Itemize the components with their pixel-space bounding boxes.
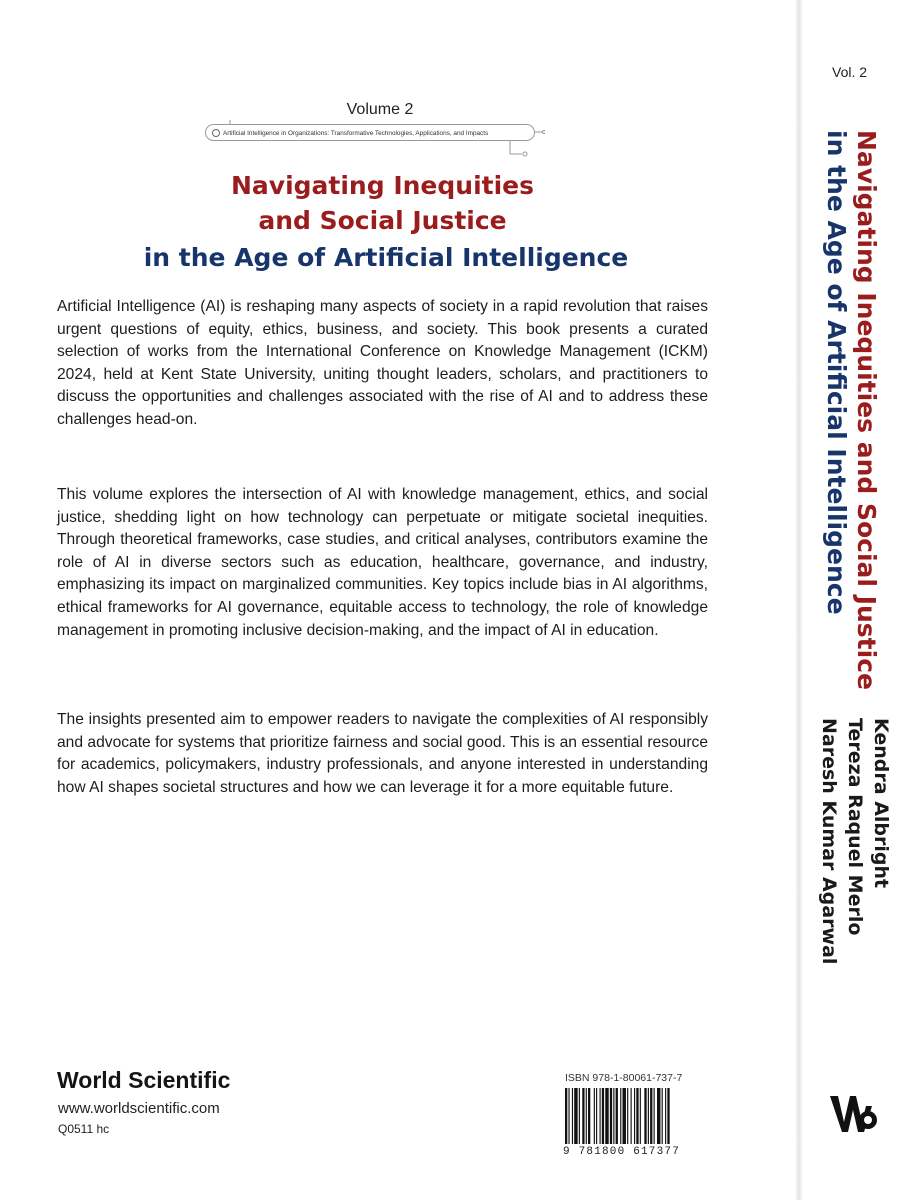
barcode-bar <box>631 1088 632 1144</box>
publisher-name: World Scientific <box>57 1067 231 1093</box>
spine-author-3: Naresh Kumar Agarwal <box>818 718 840 965</box>
spine-author-2: Tereza Raquel Merlo <box>844 718 866 936</box>
title-line-3: in the Age of Artificial Intelligence <box>143 243 629 272</box>
barcode-bar <box>613 1088 614 1144</box>
barcode-bar <box>586 1088 587 1144</box>
series-pill <box>205 124 535 141</box>
blurb-paragraph-1: Artificial Intelligence (AI) is reshaping many aspects of society in a rapid revolution that raises urgent questions of equity, ethics, business, and society. This book presents a curated selection of works from the International Conference on Knowledge Management (ICKM) 2024, held at Kent State University, uniting thought leaders, scholars, and practitioners to discuss the opportunities and challenges associated with the rise of AI and to address these challenges head-on. <box>57 298 708 428</box>
barcode-icon <box>563 1088 713 1146</box>
brain-circuit-icon <box>212 129 220 137</box>
barcode-bar <box>600 1088 601 1144</box>
barcode-bar <box>665 1088 666 1144</box>
barcode-bar <box>657 1088 660 1144</box>
barcode-bar <box>654 1088 655 1144</box>
barcode-bar <box>602 1088 604 1144</box>
product-code: Q0511 hc <box>58 1122 110 1136</box>
barcode-bar <box>582 1088 584 1144</box>
barcode-bar <box>594 1088 595 1144</box>
spine-fold <box>796 0 802 1200</box>
spine-author-1: Kendra Albright <box>870 718 892 889</box>
barcode-bar <box>644 1088 646 1144</box>
barcode-bar <box>648 1088 649 1144</box>
blurb-paragraph-3: The insights presented aim to empower readers to navigate the complexities of AI responsibly and advocate for systems that prioritize fairness and social good. This is an essential resource for academics, policymakers, industry professionals, and anyone interested in understanding how AI shapes societal structures and how we can leverage it for a more equitable future. <box>57 711 708 796</box>
barcode-bar <box>627 1088 628 1144</box>
barcode-bar <box>579 1088 580 1144</box>
barcode-bar <box>568 1088 569 1144</box>
isbn-block <box>563 1072 713 1164</box>
volume-label: Volume 2 <box>346 101 414 118</box>
blurb-paragraph-2: This volume explores the intersection of AI with knowledge management, ethics, and social justice, shedding light on how technology can perpetuate or mitigate societal inequities. Through theoretical frameworks, case studies, and critical analyses, contributors examine the role of AI in diverse sectors such as education, healthcare, governance, and industry, emphasizing its impact on marginalized communities. Key topics include bias in AI algorithms, ethical frameworks for AI governance, equitable access to technology, the role of knowledge management in promoting inclusive decision-making, and the impact of AI in education. <box>57 486 708 639</box>
barcode-bar <box>620 1088 621 1144</box>
barcode-bar <box>623 1088 626 1144</box>
series-banner <box>200 120 545 160</box>
spine-volume: Vol. 2 <box>832 64 868 80</box>
barcode-bar <box>650 1088 652 1144</box>
barcode-bar <box>572 1088 573 1144</box>
barcode-bar <box>610 1088 612 1144</box>
barcode-bar <box>596 1088 597 1144</box>
barcode-bar <box>667 1088 669 1144</box>
spine-title-line-1: Navigating Inequities and Social Justice <box>852 130 881 690</box>
isbn-number: ISBN 978-1-80061-737-7 <box>565 1072 683 1084</box>
barcode-bar <box>574 1088 577 1144</box>
title-line-2: and Social Justice <box>258 206 507 235</box>
spine-title-line-2: in the Age of Artificial Intelligence <box>822 130 851 615</box>
barcode-bar <box>634 1088 635 1144</box>
publisher-url: www.worldscientific.com <box>58 1100 220 1117</box>
barcode-bar <box>616 1088 618 1144</box>
barcode-bar <box>588 1088 590 1144</box>
title-line-1: Navigating Inequities <box>230 171 534 200</box>
barcode-bar <box>636 1088 638 1144</box>
barcode-bar <box>605 1088 608 1144</box>
barcode-bar <box>662 1088 663 1144</box>
barcode-bar <box>640 1088 641 1144</box>
barcode-digits: 9 781800 617377 <box>563 1146 681 1158</box>
world-scientific-logo <box>828 1092 878 1136</box>
series-title: Artificial Intelligence in Organizations: Transformative Technologies, Applications, and Impacts <box>223 130 489 137</box>
barcode-bar <box>565 1088 567 1144</box>
